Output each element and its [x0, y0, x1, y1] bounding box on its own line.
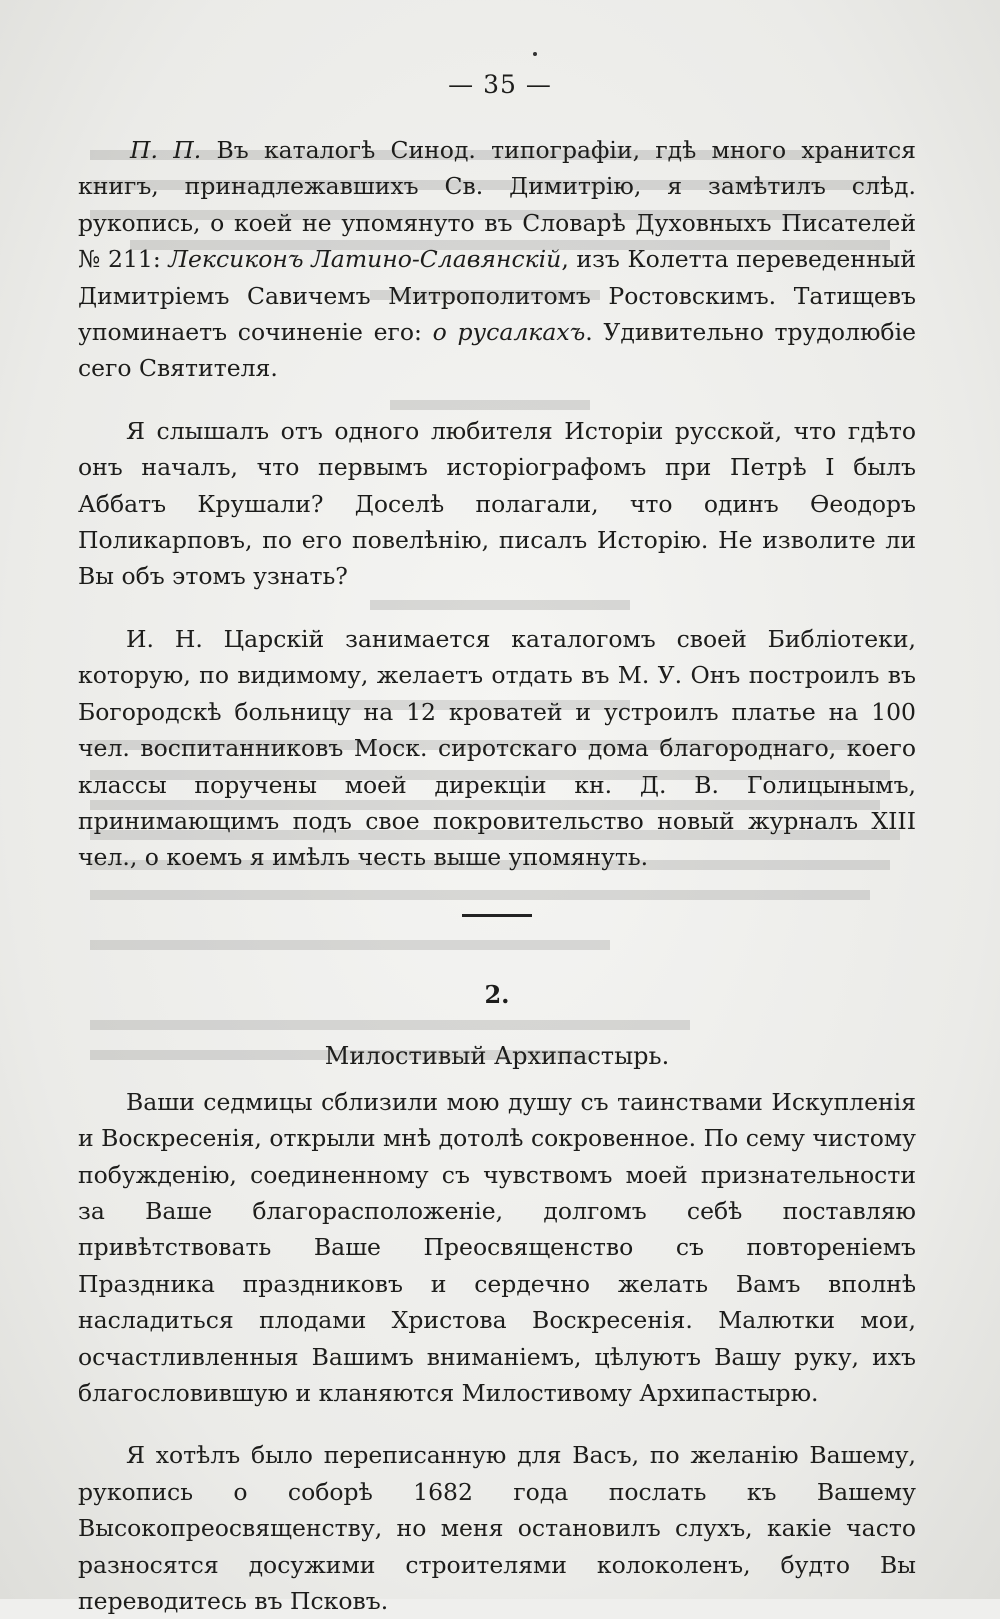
- page-body: [78, 132, 916, 1619]
- section-number: 2.: [484, 979, 510, 1009]
- paragraph-manuscript: Я хотѣлъ было переписанную для Васъ, по желанію Вашему, рукопись о соборѣ 1682 года послать къ Вашему Высокопреосвященству, но меня остановилъ слухъ, какіе часто разносятся досужими строителями колоколенъ, будто Вы переводитесь въ Псковъ.: [78, 1441, 916, 1615]
- paragraph-text: Въ каталогѣ Синод. типографіи, гдѣ много хранится книгъ, принадлежавшихъ Св. Димитрію, я замѣтилъ слѣд. рукопись, о коей не упомянуто въ Словарѣ Духовныхъ Писателей № 211:: [78, 136, 916, 274]
- paragraph-lead-initials: П. П.: [130, 136, 202, 164]
- section-divider: [462, 914, 532, 917]
- paragraph-catalogue: [78, 132, 916, 387]
- paragraph-text: . Удивительно трудолюбіе сего Святителя.: [78, 318, 916, 383]
- paragraph-historiographer: Я слышалъ отъ одного любителя Исторіи русской, что гдѣто онъ началъ, что первымъ исторіографомъ при Петрѣ I былъ Аббатъ Крушали? Доселѣ полагали, что одинъ Ѳеодоръ Поликарповъ, по его повелѣнію, писалъ Исторію. Не изволите ли Вы объ этомъ узнать?: [78, 416, 916, 591]
- paragraph-tsarsky: И. Н. Царскій занимается каталогомъ своей Библіотеки, которую, по видимому, желаетъ отдать въ М. У. Онъ построилъ въ Богородскѣ больницу на 12 кроватей и устроилъ платье на 100 чел. воспитанниковъ Моск. сиротскаго дома благороднаго, коего классы поручены моей дирекціи кн. Д. В. Голицынымъ, принимающимъ подъ свое покровительство новый журналъ XIII чел., о коемъ я имѣлъ честь выше упомянуть.: [78, 624, 916, 872]
- italic-title-rusalki: о русалкахъ: [432, 318, 586, 347]
- italic-title-lexicon: Лексиконъ Латино-Славянскій: [168, 245, 562, 274]
- paragraph-greeting: Ваши седмицы сблизили мою душу съ таинствами Искупленія и Воскресенія, открыли мнѣ дотолѣ сокровенное. По сему чистому побужденію, соединенному съ чувствомъ моей признательности за Ваше благорасположеніе, долгомъ себѣ поставляю привѣтствовать Ваше Преосвященство съ повтореніемъ Праздника праздниковъ и сердечно желать Вамъ вполнѣ насладиться плодами Христова Воскресенія. Малютки мои, осчастливленныя Вашимъ вниманіемъ, цѣлуютъ Вашу руку, ихъ благословившую и кланяются Милостивому Архипастырю.: [78, 1087, 916, 1407]
- letter-salutation: Милостивый Архипастырь.: [324, 1041, 670, 1070]
- paragraph-text: , изъ Колетта переведенный Димитріемъ Савичемъ Митрополитомъ Ростовскимъ. Татищевъ упоминаетъ сочиненіе его:: [78, 245, 916, 347]
- page-number: — 35 —: [448, 70, 552, 99]
- ink-dot: [533, 52, 537, 56]
